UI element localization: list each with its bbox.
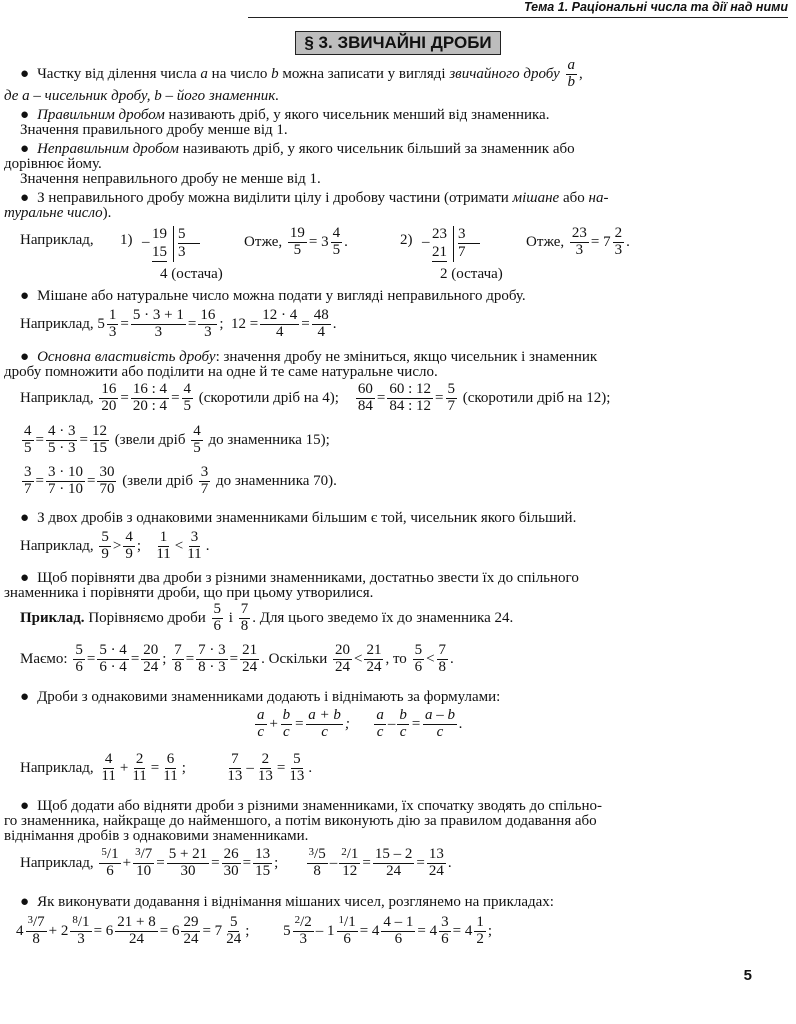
paragraph-line: де a – чисельник дробу, b – його знаменник. <box>4 88 280 104</box>
paragraph-line: дорівнює йому. <box>4 156 102 172</box>
example-compare-solution: Маємо: 5 6 = 5 · 4 6 · 4 = 20 24 ; 7 8 = 7 · 3 8 · 3 = 21 24 . Оскільки 20 24 < 21 24 , то 5 6 < 7 8 . <box>20 642 454 675</box>
result-2: Отже, 23 3 = 7 2 3 . <box>526 225 630 258</box>
paragraph-mixed-operations: ● Як виконувати додавання і віднімання мішаних чисел, розглянемо на прикладах: <box>20 894 554 910</box>
paragraph-proper-fraction: ● Правильним дробом називають дріб, у якого чисельник менший від знаменника. <box>20 107 550 123</box>
page-number: 5 <box>743 967 752 984</box>
example-mixed-conversion: Наприклад, 5 1 3 = 5 · 3 + 1 3 = 16 3 ; 12 = 12 · 4 4 = 48 4 . <box>20 307 337 340</box>
example-expand-15: 4 5 = 4 · 3 5 · 3 = 12 15 (звели дріб 4 5 до знаменника 15); <box>24 423 330 456</box>
paragraph-definition: ● Частку від ділення числа a на число b можна записати у вигляді звичайного дробу a b , <box>20 57 583 90</box>
bullet-icon: ● <box>20 349 30 365</box>
example-expand-70: 3 7 = 3 · 10 7 · 10 = 30 70 (звели дріб 3 7 до знаменника 70). <box>24 464 337 497</box>
paragraph-line: дробу помножити або поділити на одне й те саме натуральне число. <box>4 364 438 380</box>
example-add-different: Наприклад, $^5$/1 6 + $^3$/7 10 = 5 + 21 30 = 26 30 = 13 15 ; $^3$/5 8 – $^2$/1 12 = 15 – 2 24 = 13 24 . <box>20 846 452 879</box>
example-label: Наприклад, <box>20 232 94 248</box>
paragraph-line: Значення правильного дробу менше від 1. <box>20 122 288 138</box>
example-compare-statement: Приклад. Порівняємо дроби 5 6 і 7 8 . Для цього зведемо їх до знаменника 24. <box>20 601 514 634</box>
paragraph-mixed-to-fraction: ● Мішане або натуральне число можна подати у вигляді неправильного дробу. <box>20 288 526 304</box>
example-mixed-operations: 4 $^3$/7 8 + 2 $^8$/1 3 = 6 21 + 8 24 = 6 29 24 = 7 5 24 ; 5 $^2$/2 3 – 1 $^1$/1 6 = 4 4 – 1 6 = 4 3 6 = 4 1 2 ; <box>16 914 493 947</box>
paragraph-compare-different: ● Щоб порівняти два дроби з різними знаменниками, достатньо звести їх до спільного <box>20 570 579 586</box>
bullet-icon: ● <box>20 288 30 304</box>
bullet-icon: ● <box>20 510 30 526</box>
section-title <box>0 31 796 55</box>
example-add-same: Наприклад, 4 11 + 2 11 = 6 11 ; 7 13 – 2 13 = 5 13 . <box>20 751 313 784</box>
paragraph-mixed-number: ● З неправильного дробу можна виділити цілу і дробову частини (отримати мішане або на- <box>20 190 609 206</box>
paragraph-main-property: ● Основна властивість дробу: значення дробу не зміниться, якщо чисельник і знаменник <box>20 349 598 365</box>
section-title-text: § 3. ЗВИЧАЙНІ ДРОБИ <box>295 31 500 55</box>
paragraph-add-different: ● Щоб додати або відняти дроби з різними знаменниками, їх спочатку зводять до спільно- <box>20 798 603 814</box>
fraction: a b <box>567 57 576 90</box>
bullet-icon: ● <box>20 894 30 910</box>
paragraph-add-same: ● Дроби з однаковими знаменниками додають і віднімають за формулами: <box>20 689 501 705</box>
formula-add-subtract: a c + b c = a + b c ; a c – b c = a – b c . <box>257 707 463 740</box>
example-compare-same: Наприклад, 5 9 > 4 9 ; 1 11 < 3 11 . <box>20 529 210 562</box>
paragraph-compare-same: ● З двох дробів з однаковими знаменниками більшим є той, чисельник якого більший. <box>20 510 577 526</box>
bullet-icon: ● <box>20 190 30 206</box>
bullet-icon: ● <box>20 798 30 814</box>
bullet-icon: ● <box>20 141 30 157</box>
result-1: Отже, 19 5 = 3 4 5 . <box>244 225 348 258</box>
paragraph-improper-fraction: ● Неправильним дробом називають дріб, у якого чисельник більший за знаменник або <box>20 141 575 157</box>
bullet-icon: ● <box>20 107 30 123</box>
bullet-icon: ● <box>20 65 30 82</box>
example-number: 2) <box>400 232 413 248</box>
bullet-icon: ● <box>20 689 30 705</box>
example-reduce: Наприклад, 16 20 = 16 : 4 20 : 4 = 4 5 (скоротили дріб на 4); 60 84 = 60 : 12 84 : 12 = 5 7 (скоротили дріб на 12); <box>20 381 611 414</box>
paragraph-line: віднімання дробів з однаковими знаменниками. <box>4 828 309 844</box>
paragraph-line: туральне число). <box>4 205 112 221</box>
running-header: Тема 1. Раціональні числа та дії над ними <box>248 0 788 18</box>
paragraph-line: Значення неправильного дробу не менше від 1. <box>20 171 321 187</box>
bullet-icon: ● <box>20 570 30 586</box>
example-number: 1) <box>120 232 133 248</box>
paragraph-line: знаменника і порівняти дроби, що при цьому утворилися. <box>4 585 374 601</box>
paragraph-line: го знаменника, найкраще до найменшого, а потім виконують дію за правилом додавання або <box>4 813 597 829</box>
page: Тема 1. Раціональні числа та дії над ними § 3. ЗВИЧАЙНІ ДРОБИ ● Частку від ділення числа a на число b можна записати у вигляді звичайного дробу a b , де a – чисельник дробу, b – його знаменник. ● Правильним дробом називають дріб, у якого чисельник менший від знаменника. Значення правильного дробу менше від 1. ● Неправильним дробом називають дріб, у якого чисельник більший за знаменник або дорівнює йому. Значення неправильного дробу не менше від 1. ● З неправильного дробу можна виділити цілу і дробову частини (отримати мішане або на- туральне число). Наприклад, 1) – 19 15 5 3 4 (остача) Отже, 19 5 = 3 4 5 . 2) – 23 21 3 7 2 (остача) Отже, 23 3 = 7 2 3 . ● Мішане або натуральне число можна подати у вигляді неправильного дробу. Наприклад, 5 1 3 = 5 · 3 + 1 3 = 16 3 ; 12 = 12 · 4 4 = 48 4 . ● Основна властивість дробу: значення дробу не зміниться, якщо чисельник і знаменник дробу помножити або поділити на одне й те саме натуральне число. Наприклад, 16 20 = 16 : 4 20 : 4 = 4 5 (скоротили дріб на 4); 60 84 = 60 : 12 84 : 12 = 5 7 (скоротили дріб на 12); 4 5 = 4 · 3 5 · 3 = 12 15 (звели дріб 4 5 до знаменника 15); 3 7 = 3 · 10 7 · 10 = 30 70 (звели дріб 3 7 до знаменника 70). ● З двох дробів з однаковими знаменниками більшим є той, чисельник якого більший. Наприклад, 5 9 > 4 9 ; 1 11 < 3 11 . ● Щоб порівняти два дроби з різними знаменниками, достатньо звести їх до спільного знаменника і порівняти дроби, що при цьому утворилися. Приклад. Порівняємо дроби 5 6 і 7 8 . Для цього зведемо їх до знаменника 24. Маємо: 5 6 = 5 · 4 6 · 4 = 20 24 ; 7 8 = 7 · 3 8 · 3 = 21 24 . Оскільки 20 24 < 21 24 , то 5 6 < 7 8 . ● Дроби з однаковими знаменниками додають і віднімають за формулами: a c + b c = a + b c ; a c – b c = a – b c . Наприклад, 4 11 + 2 11 = 6 11 ; 7 13 – 2 13 = 5 13 . ● Щоб додати або відняти дроби з різними знаменниками, їх спочатку зводять до спільно- го знаменника, найкраще до найменшого, а потім виконують дію за правилом додавання або віднімання дробів з однаковими знаменниками. Наприклад, $^5$/1 6 + $^3$/7 10 = 5 + 21 30 = 26 30 = 13 15 ; $^3$/5 8 – $^2$/1 12 = 15 – 2 24 = 13 24 . ● Як виконувати додавання і віднімання мішаних чисел, розглянемо на прикладах: 4 $^3$/7 8 + 2 $^8$/1 3 = 6 21 + 8 24 = 6 29 24 = 7 5 24 ; 5 $^2$/2 3 – 1 $^1$/1 6 = 4 4 – 1 6 = 4 3 6 = 4 1 2 ; 5 <box>0 0 796 1024</box>
